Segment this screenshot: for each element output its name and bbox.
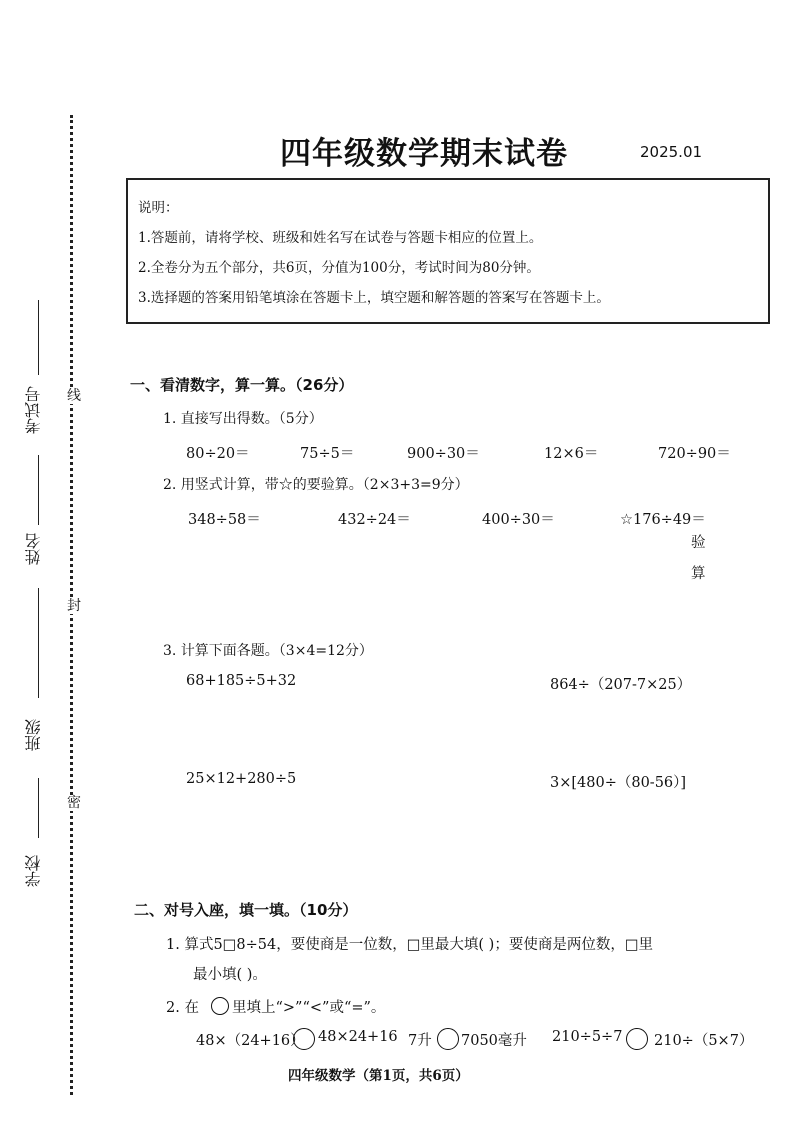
- seal-char-mi: 密: [67, 795, 81, 811]
- fill-question-2-title-b: 里填上“>”“<”或“=”。: [232, 1000, 386, 1016]
- seal-char-feng: 封: [67, 598, 81, 614]
- name-label: 姓名: [24, 533, 43, 565]
- compare-circle-2[interactable]: [437, 1028, 459, 1050]
- class-label: 班级: [24, 719, 43, 751]
- oral-calc-item: 75÷5＝: [300, 446, 355, 462]
- check-label-char: 验: [691, 535, 706, 551]
- class-blank: [38, 778, 39, 838]
- fill-question-1-line2: 最小填( )。: [193, 967, 267, 983]
- expression-item: 68+185÷5+32: [186, 673, 297, 689]
- oral-calc-item: 720÷90＝: [658, 446, 731, 462]
- compare-left: 210÷5÷7: [552, 1029, 623, 1045]
- seal-char-xian: 线: [67, 388, 81, 404]
- compare-circle-icon: [211, 997, 229, 1015]
- instructions-heading: 说明：: [138, 200, 179, 216]
- instruction-item: 1.答题前，请将学校、班级和姓名写在试卷与答题卡相应的位置上。: [138, 230, 543, 246]
- question-1-title: 1. 直接写出得数。（5分）: [163, 411, 323, 427]
- exam-number-label: 考试号: [24, 386, 43, 434]
- instruction-item: 3.选择题的答案用铅笔填涂在答题卡上，填空题和解答题的答案写在答题卡上。: [138, 290, 610, 306]
- vertical-calc-item: 348÷58＝: [188, 512, 261, 528]
- fill-question-1-line1: 1. 算式5□8÷54，要使商是一位数，□里最大填( )；要使商是两位数，□里: [166, 937, 654, 953]
- instruction-item: 2.全卷分为五个部分，共6页，分值为100分，考试时间为80分钟。: [138, 260, 540, 276]
- compare-left: 7升: [408, 1033, 432, 1049]
- fill-question-2-title-a: 2. 在: [166, 1000, 199, 1016]
- compare-circle-3[interactable]: [626, 1028, 648, 1050]
- compare-left: 48×（24+16）: [196, 1033, 305, 1049]
- vertical-calc-item: 432÷24＝: [338, 512, 411, 528]
- expression-item: 3×[480÷（80-56）]: [550, 775, 687, 791]
- compare-right: 7050毫升: [461, 1033, 527, 1049]
- school-label: 学校: [24, 855, 43, 887]
- expression-item: 864÷（207-7×25）: [550, 677, 692, 693]
- vertical-calc-item-starred: ☆176÷49＝: [620, 512, 706, 528]
- expression-item: 25×12+280÷5: [186, 771, 297, 787]
- exam-number-blank: [38, 300, 39, 375]
- instructions-box: [126, 178, 770, 324]
- section-1-title: 一、看清数字，算一算。（26分）: [130, 376, 354, 394]
- question-2-title: 2. 用竖式计算，带☆的要验算。（2×3+3=9分）: [163, 477, 469, 493]
- compare-circle-1[interactable]: [293, 1028, 315, 1050]
- oral-calc-item: 12×6＝: [544, 446, 599, 462]
- name-blank: [38, 588, 39, 698]
- exam-date: 2025.01: [640, 143, 703, 161]
- oral-calc-item: 80÷20＝: [186, 446, 250, 462]
- name-blank-top: [38, 455, 39, 525]
- question-3-title: 3. 计算下面各题。（3×4=12分）: [163, 643, 373, 659]
- vertical-calc-item: 400÷30＝: [482, 512, 555, 528]
- exam-title: 四年级数学期末试卷: [280, 136, 568, 172]
- compare-right: 210÷（5×7）: [654, 1033, 754, 1049]
- page-footer: 四年级数学（第1页，共6页）: [288, 1068, 469, 1084]
- check-label-char: 算: [691, 566, 706, 582]
- oral-calc-item: 900÷30＝: [407, 446, 480, 462]
- section-2-title: 二、对号入座，填一填。（10分）: [134, 901, 358, 919]
- compare-right: 48×24+16: [318, 1029, 398, 1045]
